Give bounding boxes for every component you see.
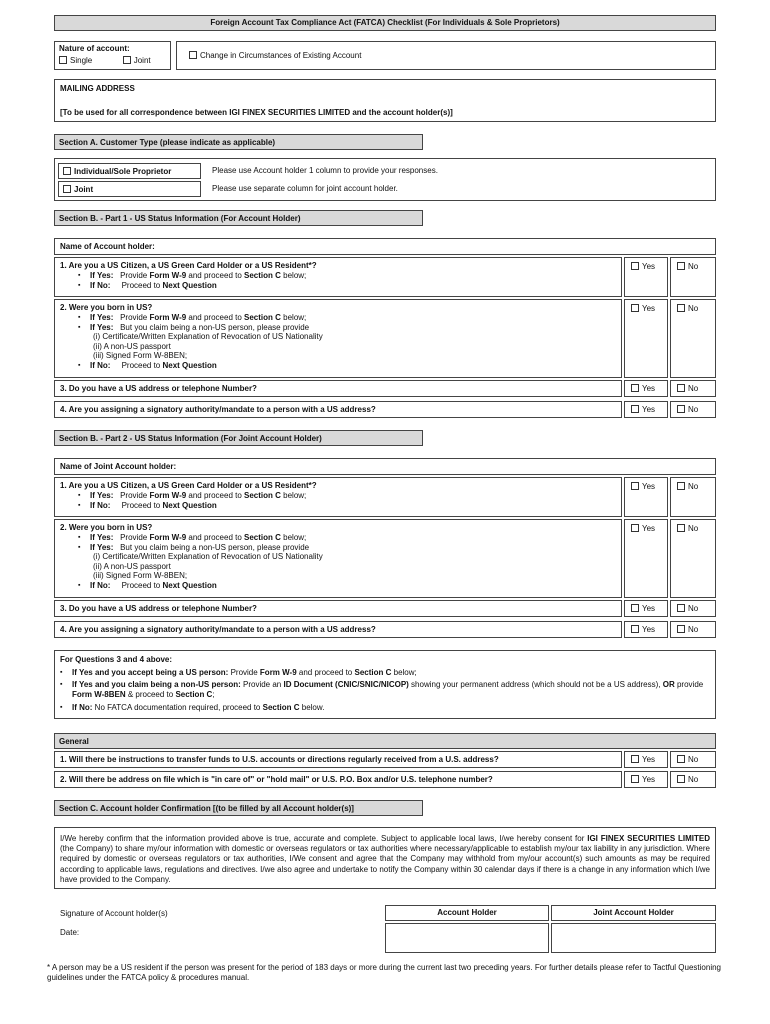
joint-holder-signature-field[interactable] (551, 923, 716, 953)
general-q1-box: 1. Will there be instructions to transfer funds to U.S. accounts or directions regularly received from a U.S. address? (54, 751, 622, 768)
text: Provide (228, 668, 260, 677)
claim-text: But you claim being a non-US person, please provide (120, 542, 310, 552)
text: below; (280, 533, 307, 542)
text: below; (280, 491, 307, 500)
no-label: No (688, 604, 699, 613)
text: below; (280, 313, 307, 322)
form-w9: Form W-9 (149, 271, 187, 280)
q34-instructions-box (54, 650, 716, 719)
next-question-ref: Next Question (162, 500, 217, 510)
text: below; (391, 668, 417, 677)
checkbox-icon (631, 524, 639, 532)
page-title: Foreign Account Tax Compliance Act (FATCA) Checklist (For Individuals & Sole Proprietors) (54, 15, 716, 31)
yes-label: Yes (642, 775, 656, 784)
b1-q1-text: 1. Are you a US Citizen, a US Green Card Holder or a US Resident*? (60, 261, 317, 270)
checkbox-icon (677, 625, 685, 633)
b1-q1-yes[interactable] (624, 257, 668, 297)
general-q1-yes[interactable] (624, 751, 668, 768)
text: below; (280, 271, 307, 280)
yes-label: Yes (642, 405, 656, 414)
section-c-ref: Section C (244, 271, 281, 280)
b2-q4-no[interactable] (670, 621, 716, 638)
b2-q2-no[interactable] (670, 519, 716, 598)
no-label: No (688, 755, 699, 764)
general-q2-no[interactable] (670, 771, 716, 788)
text: Provide (120, 491, 150, 500)
section-c-ref: Section C (262, 703, 300, 712)
text: Proceed to (121, 580, 163, 590)
no-label: No (688, 775, 699, 784)
b1-q3-box: 3. Do you have a US address or telephone Number? (54, 380, 622, 397)
form-w9: Form W-9 (149, 313, 187, 322)
if-no-label: If No: (90, 500, 111, 510)
if-no-label: If No: (90, 360, 111, 370)
confirmation-text: (the Company) to share my/our information with domestic or overseas regulators or tax authorities where necessary/applicable to establish my/our tax liability in any jurisdiction. Where required by domestic or overseas regulators or tax authorities, I/We consent and agree that the Company may withhold from my/our account(s) such amounts as may be required according to applicable laws, regulations and directives. I/we also agree and undertake to notify the Company within 30 calendar days if there is a change in any information which I/we have provided to the Company. (60, 844, 710, 884)
individual-label: Individual/Sole Proprietor (74, 167, 172, 176)
footnote: * A person may be a US resident if the person was present for the period of 183 days or more during the current last two preceding years. For further details please refer to Tactful Questioning guidelines under the FATCA policy & procedures manual. (47, 963, 721, 982)
general-q2-box: 2. Will there be address on file which is "in care of" or "hold mail" or U.S. P.O. Box and/or U.S. telephone number? (54, 771, 622, 788)
text: and proceed to (186, 313, 245, 322)
joint-note: Please use separate column for joint account holder. (212, 184, 398, 193)
form-w9: Form W-9 (149, 491, 187, 500)
text: provide (674, 680, 704, 689)
if-yes-label: If Yes: (90, 271, 114, 280)
account-holder-signature-field[interactable] (385, 923, 549, 953)
if-yes-label: If Yes: (90, 322, 114, 332)
checkbox-icon (123, 56, 131, 64)
checkbox-icon (677, 384, 685, 392)
b1-q4-yes[interactable] (624, 401, 668, 418)
checkbox-icon (677, 405, 685, 413)
b2-q2-yes[interactable] (624, 519, 668, 598)
no-label: No (688, 625, 699, 634)
no-label: No (688, 262, 699, 271)
b2-q1-box (54, 477, 622, 517)
form-w8ben: Form W-8BEN (72, 690, 126, 699)
b2-q3-box: 3. Do you have a US address or telephone Number? (54, 600, 622, 617)
general-q2-yes[interactable] (624, 771, 668, 788)
mailing-address-box[interactable] (54, 79, 716, 122)
b2-q4-box: 4. Are you assigning a signatory authority/mandate to a person with a US address? (54, 621, 622, 638)
text: Proceed to (121, 360, 163, 370)
checkbox-icon (677, 755, 685, 763)
nature-of-account-box (54, 41, 171, 70)
checkbox-icon (677, 604, 685, 612)
b1-q2-no[interactable] (670, 299, 716, 378)
section-b2-header: Section B. - Part 2 - US Status Information (For Joint Account Holder) (54, 430, 423, 446)
no-label: No (688, 524, 699, 533)
or-text: OR (662, 680, 675, 689)
joint-holder-column-header: Joint Account Holder (551, 905, 716, 921)
checkbox-icon (59, 56, 67, 64)
b1-q2-box (54, 299, 622, 378)
joint-option[interactable] (58, 181, 201, 197)
checkbox-icon (677, 262, 685, 270)
yes-label: Yes (642, 755, 656, 764)
b1-q3-no[interactable] (670, 380, 716, 397)
no-label: No (688, 384, 699, 393)
sub-item: (ii) A non-US passport (93, 561, 171, 571)
sub-item: (iii) Signed Form W-8BEN; (93, 571, 188, 581)
text: and proceed to (186, 271, 245, 280)
yes-label: Yes (642, 262, 656, 271)
text: Provide (120, 533, 150, 542)
checkbox-icon (631, 262, 639, 270)
text: showing your permanent address (which should not be a US address), (408, 680, 663, 689)
text: Provide (120, 271, 150, 280)
checkbox-icon (631, 384, 639, 392)
yes-label: Yes (642, 625, 656, 634)
section-c-ref: Section C (244, 533, 281, 542)
b2-q2-box (54, 519, 622, 598)
yes-label: Yes (642, 304, 656, 313)
section-c-ref: Section C (244, 491, 281, 500)
confirmation-text: I/We hereby confirm that the information provided above is true, accurate and complete. Subject to applicable local laws, I/we hereby consent for (60, 834, 588, 843)
checkbox-icon (631, 604, 639, 612)
text: and proceed to (186, 533, 245, 542)
general-header: General (54, 733, 716, 749)
b2-q1-no[interactable] (670, 477, 716, 517)
checkbox-icon (63, 167, 71, 175)
checkbox-icon (631, 482, 639, 490)
b2-q3-no[interactable] (670, 600, 716, 617)
text: No FATCA documentation required, proceed to (92, 703, 263, 712)
claim-text: But you claim being a non-US person, please provide (120, 322, 310, 332)
joint-checkbox[interactable] (123, 56, 151, 65)
if-yes-label: If Yes: (90, 313, 114, 322)
b1-q1-no[interactable] (670, 257, 716, 297)
joint-option-label: Joint (74, 185, 94, 194)
mailing-address-label: MAILING ADDRESS (60, 84, 135, 93)
id-document: ID Document (CNIC/SNIC/NICOP) (283, 680, 409, 689)
b2-q3-yes[interactable] (624, 600, 668, 617)
q34-b1-bold: If Yes and you accept being a US person: (72, 668, 229, 677)
checkbox-icon (677, 482, 685, 490)
date-label: Date: (60, 928, 80, 937)
single-checkbox[interactable] (59, 56, 92, 65)
joint-holder-name-field[interactable]: Name of Joint Account holder: (54, 458, 716, 475)
if-yes-label: If Yes: (90, 542, 114, 552)
text: and proceed to (296, 668, 355, 677)
sub-item: (iii) Signed Form W-8BEN; (93, 351, 188, 361)
yes-label: Yes (642, 604, 656, 613)
checkbox-icon (677, 775, 685, 783)
general-q1-no[interactable] (670, 751, 716, 768)
checkbox-icon (631, 775, 639, 783)
b1-q3-yes[interactable] (624, 380, 668, 397)
company-name: IGI FINEX SECURITIES LIMITED (587, 834, 710, 843)
no-label: No (688, 304, 699, 313)
change-circumstances-box[interactable] (176, 41, 716, 70)
b2-q4-yes[interactable] (624, 621, 668, 638)
sub-item: (i) Certificate/Written Explanation of Revocation of US Nationality (93, 332, 323, 342)
b1-q2-yes[interactable] (624, 299, 668, 378)
if-no-label: If No: (90, 580, 111, 590)
text: Provide (120, 313, 150, 322)
signature-label: Signature of Account holder(s) (60, 909, 168, 918)
form-w9: Form W-9 (259, 668, 297, 677)
text: below. (299, 703, 325, 712)
b2-q1-text: 1. Are you a US Citizen, a US Green Card Holder or a US Resident*? (60, 481, 317, 490)
section-c-ref: Section C (175, 690, 213, 699)
confirmation-box (54, 827, 716, 889)
form-w9: Form W-9 (149, 533, 187, 542)
checkbox-icon (677, 524, 685, 532)
if-yes-label: If Yes: (90, 491, 114, 500)
b1-q4-box: 4. Are you assigning a signatory authority/mandate to a person with a US address? (54, 401, 622, 418)
text: & proceed to (125, 690, 176, 699)
nature-label: Nature of account: (59, 44, 130, 53)
b2-q1-yes[interactable] (624, 477, 668, 517)
section-c-ref: Section C (244, 313, 281, 322)
next-question-ref: Next Question (162, 360, 217, 370)
next-question-ref: Next Question (162, 280, 217, 290)
section-c-ref: Section C (354, 668, 392, 677)
single-label: Single (70, 56, 93, 65)
b1-q1-box (54, 257, 622, 297)
account-holder-column-header: Account Holder (385, 905, 549, 921)
text: Provide an (240, 680, 284, 689)
checkbox-icon (631, 304, 639, 312)
q34-title: For Questions 3 and 4 above: (60, 655, 173, 664)
b2-q2-text: 2. Were you born in US? (60, 523, 153, 532)
checkbox-icon (677, 304, 685, 312)
section-a-header: Section A. Customer Type (please indicate as applicable) (54, 134, 423, 150)
section-c-header: Section C. Account holder Confirmation [(to be filled by all Account holder(s)] (54, 800, 423, 816)
checkbox-icon (631, 625, 639, 633)
checkbox-icon (189, 51, 197, 59)
text: Proceed to (121, 280, 163, 290)
if-yes-label: If Yes: (90, 533, 114, 542)
text: ; (212, 690, 215, 699)
sub-item: (i) Certificate/Written Explanation of Revocation of US Nationality (93, 552, 323, 562)
change-circumstances-label: Change in Circumstances of Existing Account (200, 51, 362, 60)
yes-label: Yes (642, 384, 656, 393)
section-b1-header: Section B. - Part 1 - US Status Information (For Account Holder) (54, 210, 423, 226)
mailing-address-note: [To be used for all correspondence between IGI FINEX SECURITIES LIMITED and the account holder(s)] (60, 108, 453, 117)
if-no-label: If No: (90, 280, 111, 290)
next-question-ref: Next Question (162, 580, 217, 590)
text: and proceed to (186, 491, 245, 500)
text: Proceed to (121, 500, 163, 510)
checkbox-icon (63, 185, 71, 193)
joint-label: Joint (133, 56, 151, 65)
no-label: No (688, 405, 699, 414)
no-label: No (688, 482, 699, 491)
b1-q2-text: 2. Were you born in US? (60, 303, 153, 312)
b1-q4-no[interactable] (670, 401, 716, 418)
individual-note: Please use Account holder 1 column to provide your responses. (212, 166, 438, 175)
individual-option[interactable] (58, 163, 201, 179)
yes-label: Yes (642, 524, 656, 533)
q34-b2-bold: If Yes and you claim being a non-US person: (72, 680, 241, 689)
yes-label: Yes (642, 482, 656, 491)
checkbox-icon (631, 755, 639, 763)
checkbox-icon (631, 405, 639, 413)
account-holder-name-field[interactable]: Name of Account holder: (54, 238, 716, 255)
sub-item: (ii) A non-US passport (93, 341, 171, 351)
q34-b3-bold: If No: (72, 703, 93, 712)
